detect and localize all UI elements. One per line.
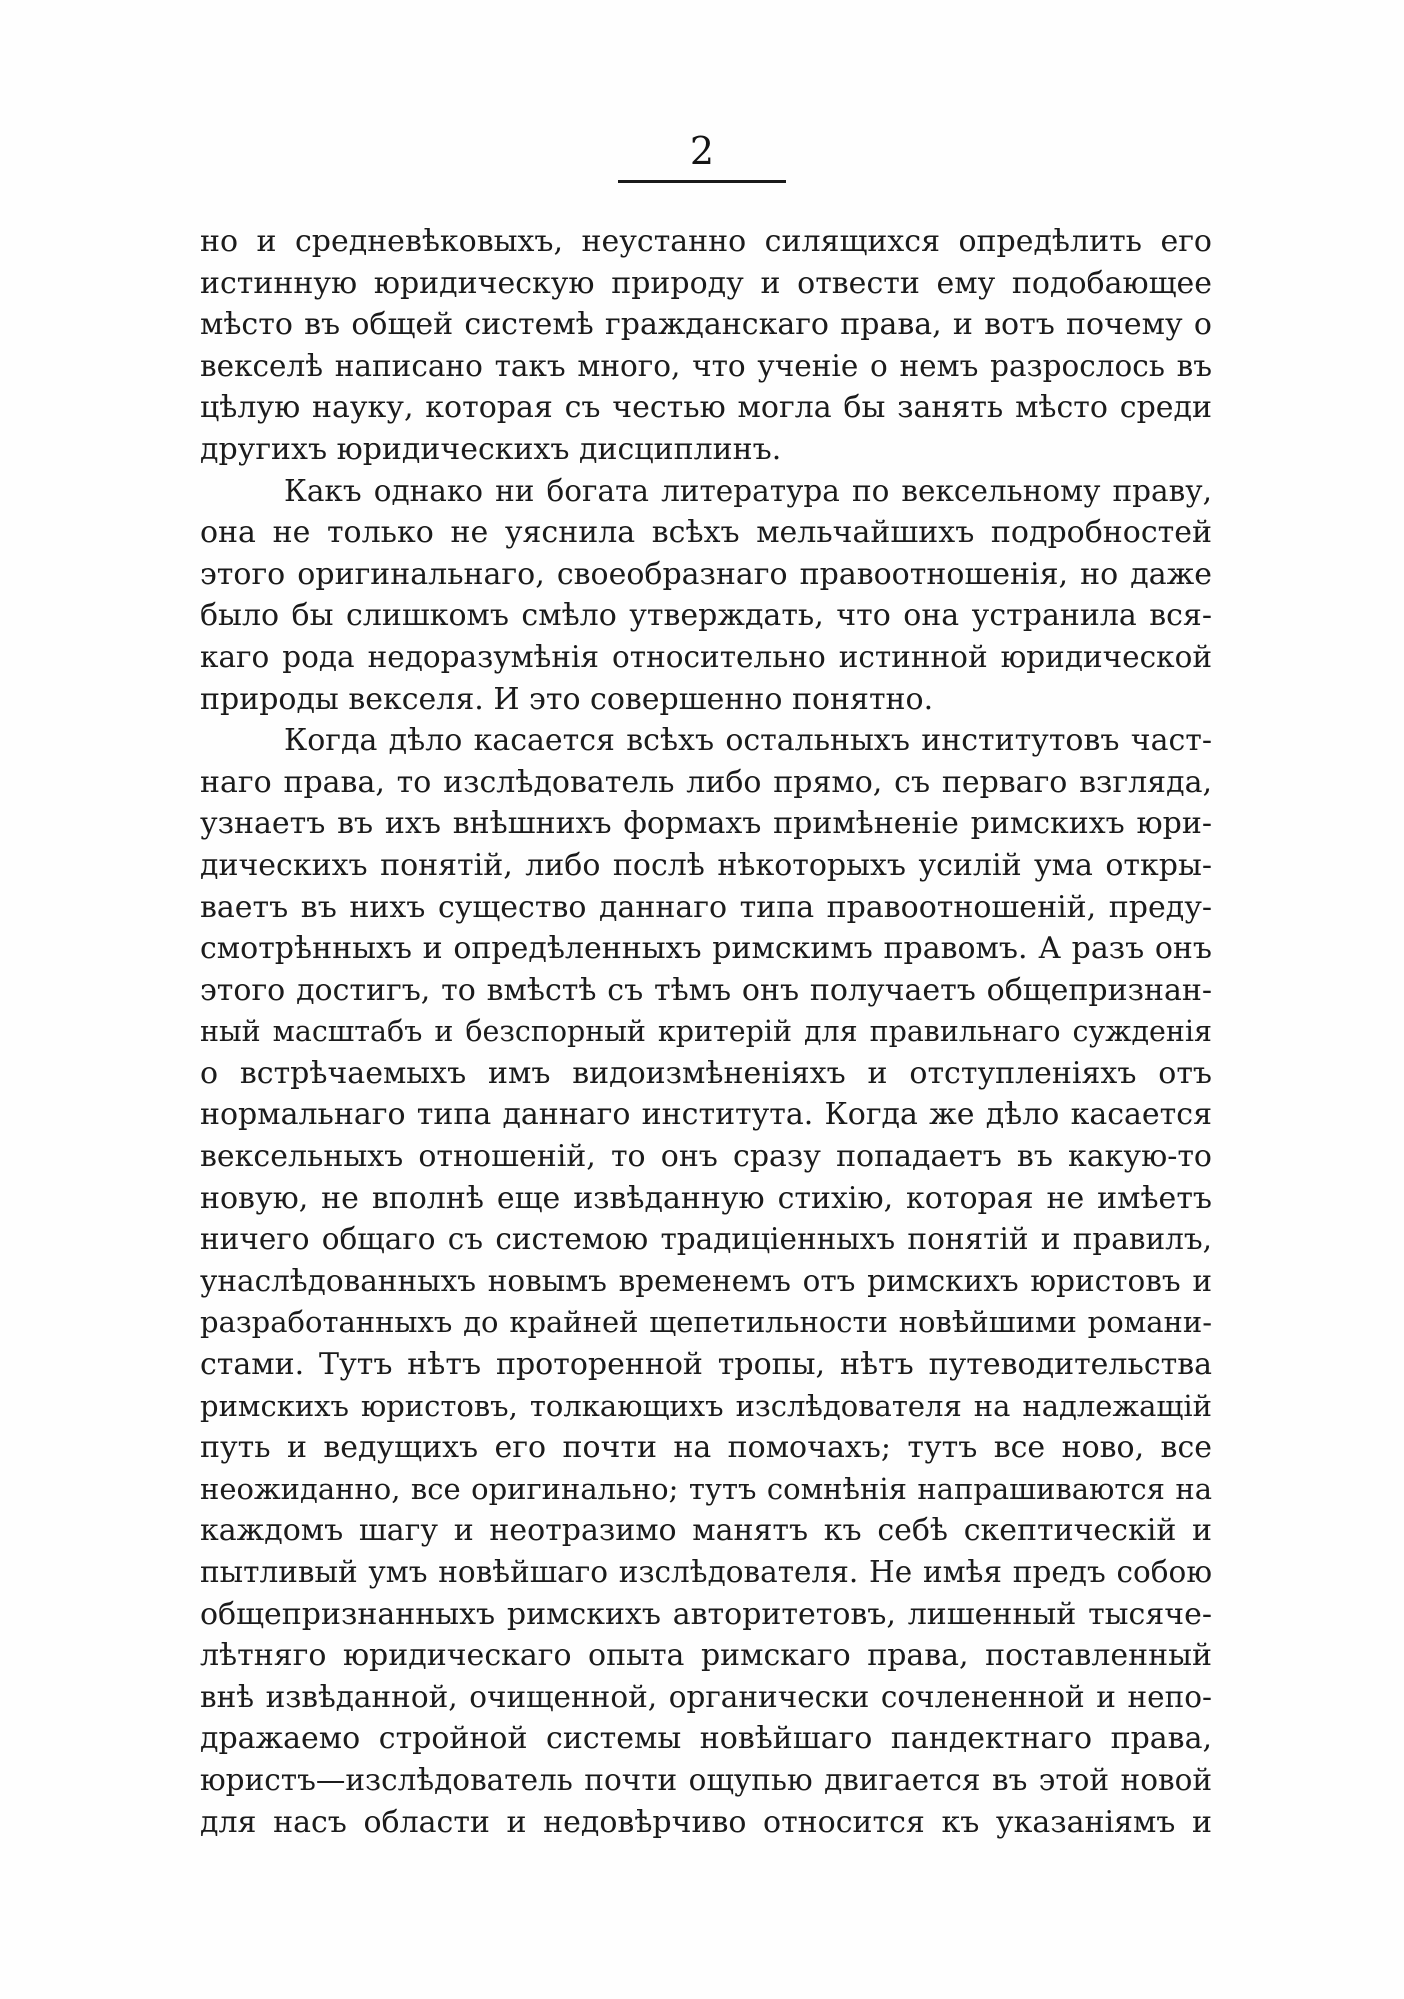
text-line: разработанныхъ до крайней щепетильности новѣйшими романи- (200, 1305, 1212, 1340)
text-line: новую, не вполнѣ еще извѣданную стихію, которая не имѣетъ (200, 1180, 1212, 1216)
text-line: юристъ—изслѣдователь почти ощупью двигается въ этой новой (200, 1762, 1212, 1797)
text-line: нормальнаго типа даннаго института. Когда же дѣло касается (200, 1097, 1212, 1133)
text-line: ваетъ въ нихъ существо даннаго типа правоотношеній, преду- (200, 889, 1212, 925)
text-line: Какъ однако ни богата литература по вексельному праву, (284, 473, 1212, 508)
text-line: истинную юридическую природу и отвести ему подобающее (200, 265, 1212, 301)
text-line: мѣсто въ общей системѣ гражданскаго права, и вотъ почему о (200, 307, 1212, 343)
body-text (200, 221, 1212, 1843)
text-line: этого достигъ, то вмѣстѣ съ тѣмъ онъ получаетъ общепризнан- (200, 972, 1212, 1008)
page-number-rule (618, 180, 786, 183)
text-line: общепризнанныхъ римскихъ авторитетовъ, лишенный тысяче- (200, 1596, 1212, 1632)
text-line: узнаетъ въ ихъ внѣшнихъ формахъ примѣненіе римскихъ юри- (200, 806, 1212, 842)
text-line: пытливый умъ новѣйшаго изслѣдователя. Не имѣя предъ собою (200, 1555, 1212, 1589)
text-line: цѣлую науку, которая съ честью могла бы занять мѣсто среди (200, 390, 1212, 426)
text-line: дическихъ понятій, либо послѣ нѣкоторыхъ усилій ума откры- (200, 847, 1212, 883)
text-line: для насъ области и недовѣрчиво относится къ указаніямъ и (200, 1804, 1212, 1840)
text-line: она не только не уяснила всѣхъ мельчайшихъ подробностей (200, 515, 1212, 551)
text-line: неожиданно, все оригинально; тутъ сомнѣнія напрашиваются на (200, 1471, 1212, 1506)
text-line: дражаемо стройной системы новѣйшаго пандектнаго права, (200, 1721, 1212, 1757)
text-line: путь и ведущихъ его почти на помочахъ; тутъ все ново, все (200, 1430, 1212, 1466)
page-number: 2 (689, 129, 715, 173)
text-line: но и средневѣковыхъ, неустанно силящихся опредѣлить его (200, 224, 1212, 259)
text-line: вексельныхъ отношеній, то онъ сразу попадаетъ въ какую-то (200, 1139, 1212, 1175)
text-line: лѣтняго юридическаго опыта римскаго права, поставленный (200, 1638, 1212, 1674)
text-line: о встрѣчаемыхъ имъ видоизмѣненіяхъ и отступленіяхъ отъ (200, 1055, 1212, 1091)
text-line: природы векселя. И это совершенно понятно. (200, 681, 934, 717)
text-line: этого оригинальнаго, своеобразнаго правоотношенія, но даже (200, 556, 1212, 592)
text-line: наго права, то изслѣдователь либо прямо, съ перваго взгляда, (200, 764, 1212, 800)
text-line: унаслѣдованныхъ новымъ временемъ отъ римскихъ юристовъ и (200, 1263, 1212, 1298)
text-line: каждомъ шагу и неотразимо манятъ къ себѣ скептическій и (200, 1513, 1212, 1549)
text-line: стами. Тутъ нѣтъ протоpенной тропы, нѣтъ путеводительства (200, 1347, 1212, 1383)
text-line: внѣ извѣданной, очищенной, органически сочлененной и непо- (200, 1679, 1212, 1714)
text-line: ный масштабъ и безспорный критерій для правильнаго сужденія (200, 1015, 1212, 1049)
text-line: Когда дѣло касается всѣхъ остальныхъ институтовъ част- (284, 723, 1212, 759)
text-line: смотрѣнныхъ и опредѣленныхъ римскимъ правомъ. А разъ онъ (200, 931, 1212, 967)
text-line: другихъ юридическихъ дисциплинъ. (200, 431, 782, 467)
text-line: римскихъ юристовъ, толкающихъ изслѣдователя на надлежащій (200, 1388, 1212, 1423)
text-line: векселѣ написано такъ много, что ученіе о немъ разрослось въ (200, 348, 1212, 383)
text-line: было бы слишкомъ смѣло утверждать, что она устранила вся- (200, 598, 1212, 634)
text-line: ничего общаго съ системою традиціенныхъ понятій и правилъ, (200, 1222, 1212, 1257)
text-line: каго рода недоразумѣнія относительно истинной юридической (200, 639, 1212, 674)
